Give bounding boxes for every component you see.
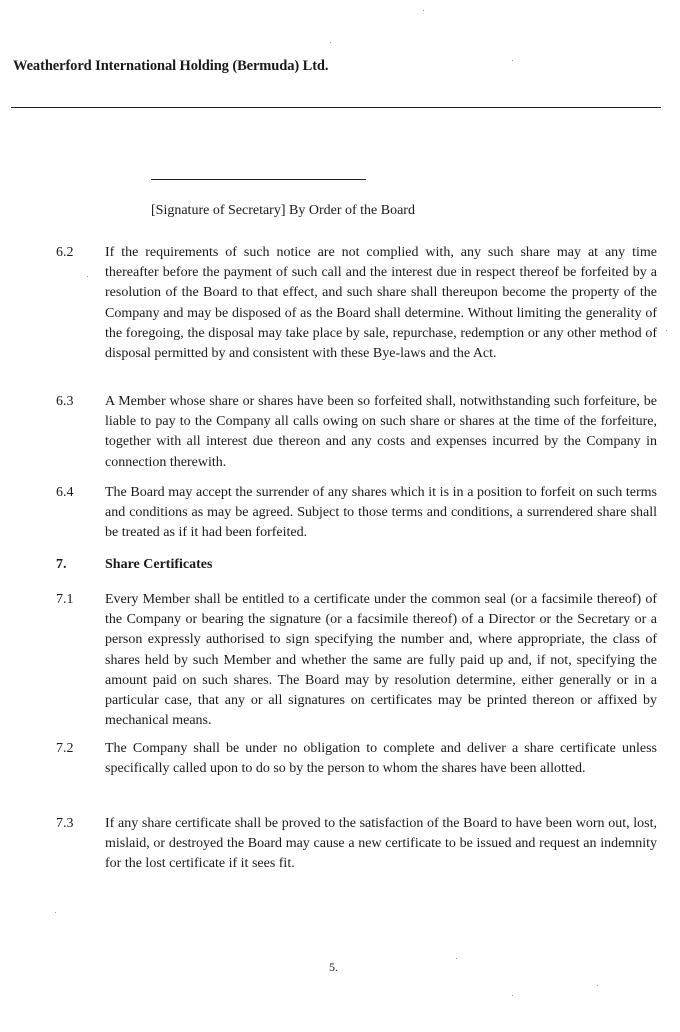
header-divider xyxy=(11,107,661,108)
clause-number: 7.1 xyxy=(56,592,74,607)
signature-caption: [Signature of Secretary] By Order of the Board xyxy=(151,203,415,218)
scan-speck xyxy=(512,60,513,61)
clause-number: 7.2 xyxy=(56,741,74,756)
clause-number: 7.3 xyxy=(56,816,74,831)
clause-text: If the requirements of such notice are not complied with, any such share may at any time thereafter before the payment of such call and the interest due in respect thereof be forfeited by a resolution of the Board to that effect, and such share shall thereupon become the property of the Company and may be disposed of as the Board shall determine. Without limiting the generality of the foregoing, the disposal may take place by sale, repurchase, redemption or any other method of disposal permitted by and consistent with these Bye-laws and the Act. xyxy=(105,245,657,362)
clause-text: The Board may accept the surrender of any shares which it is in a position to forfeit on such terms and conditions as may be agreed. Subject to those terms and conditions, a surrendered share shall be treated as if it had been forfeited. xyxy=(105,485,657,541)
clause-text: A Member whose share or shares have been so forfeited shall, notwithstanding such forfeiture, be liable to pay to the Company all calls owing on such share or shares at the time of the forfeiture, together with all interest due thereon and any costs and expenses incurred by the Company in connection therewith. xyxy=(105,394,657,470)
scan-speck xyxy=(87,276,88,277)
page-number: 5. xyxy=(329,960,338,974)
clause-number: 6.4 xyxy=(56,485,74,500)
clause-number: 6.3 xyxy=(56,394,74,409)
scan-speck xyxy=(597,985,598,986)
company-header-title: Weatherford International Holding (Bermuda) Ltd. xyxy=(13,58,329,74)
scan-speck xyxy=(423,10,424,11)
signature-line xyxy=(151,179,366,180)
scan-speck xyxy=(512,995,513,996)
clause-number: 6.2 xyxy=(56,245,74,260)
clause-text: Every Member shall be entitled to a certificate under the common seal (or a facsimile thereof) of the Company or bearing the signature (or a facsimile thereof) of a Director or the Secretary or a person expressly authorised to sign specifying the number and, where appropriate, the class of shares held by such Member and whether the same are fully paid up and, if not, specifying the amount paid on such shares. The Board may by resolution determine, either generally or in a particular case, that any or all signatures on certificates may be printed thereon or affixed by mechanical means. xyxy=(105,592,657,729)
clause-text: If any share certificate shall be proved to the satisfaction of the Board to have been worn out, lost, mislaid, or destroyed the Board may cause a new certificate to be issued and request an indemnity for the lost certificate if it sees fit. xyxy=(105,816,657,872)
scan-speck xyxy=(330,42,331,43)
scan-speck xyxy=(456,958,457,959)
clause-text: The Company shall be under no obligation to complete and deliver a share certificate unless specifically called upon to do so by the person to whom the shares have been allotted. xyxy=(105,741,657,777)
section-title: Share Certificates xyxy=(105,557,213,572)
scan-speck xyxy=(666,330,667,331)
scan-speck xyxy=(55,912,56,913)
section-number: 7. xyxy=(56,557,67,572)
